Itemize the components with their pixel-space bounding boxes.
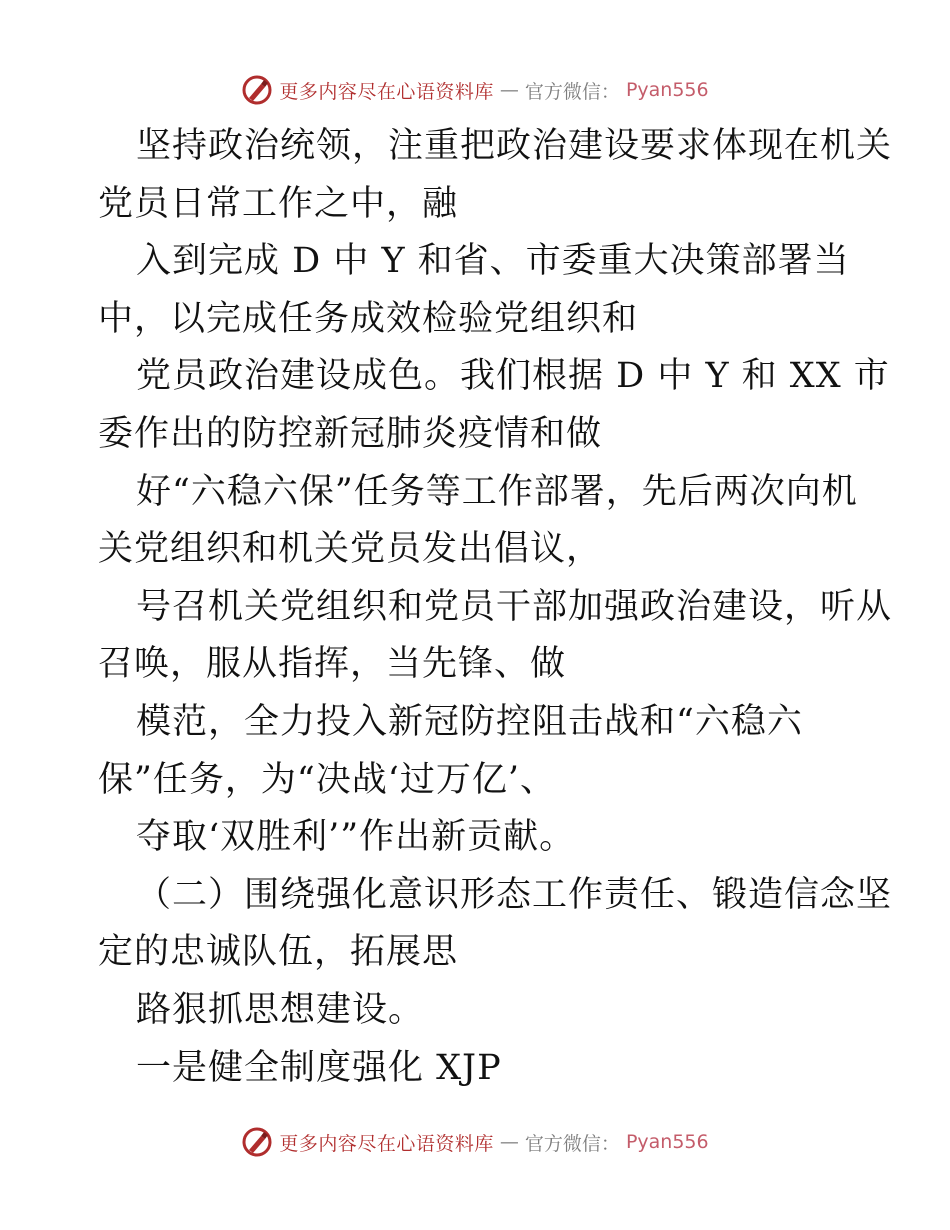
body-line: 党员日常工作之中，融 bbox=[98, 183, 459, 224]
footer-watermark bbox=[0, 1122, 950, 1162]
body-line: 好“六稳六保”任务等工作部署，先后两次向机 bbox=[136, 471, 858, 512]
watermark-wechat-id: Pyan556 bbox=[625, 1131, 709, 1153]
body-line: 保”任务，为“决战‘过万亿’、 bbox=[98, 759, 557, 800]
body-line: 关党组织和机关党员发出倡议， bbox=[98, 529, 603, 570]
body-line: 一是健全制度强化 XJP bbox=[136, 1047, 502, 1088]
section-heading-line: （二）围绕强化意识形态工作责任、锻造信念坚 bbox=[136, 874, 893, 915]
watermark-separator: — bbox=[499, 1131, 519, 1153]
body-line: 委作出的防控新冠肺炎疫情和做 bbox=[98, 413, 603, 454]
watermark-wechat-id: Pyan556 bbox=[625, 79, 709, 101]
header-watermark bbox=[0, 70, 950, 110]
body-line: 路狠抓思想建设。 bbox=[136, 989, 425, 1030]
body-line: 中，以完成任务成效检验党组织和 bbox=[98, 298, 639, 339]
watermark-title: 更多内容尽在心语资料库 bbox=[279, 80, 494, 103]
body-line: 坚持政治统领，注重把政治建设要求体现在机关 bbox=[136, 126, 893, 166]
body-line: 号召机关党组织和党员干部加强政治建设，听从 bbox=[136, 586, 893, 627]
body-line: 召唤，服从指挥，当先锋、做 bbox=[98, 644, 567, 685]
body-line: 党员政治建设成色。我们根据 D 中 Y 和 XX 市 bbox=[136, 356, 890, 397]
document-body bbox=[98, 118, 893, 1097]
watermark-separator: — bbox=[499, 79, 519, 101]
watermark-wechat-label: 官方微信： bbox=[524, 1132, 620, 1155]
watermark-title: 更多内容尽在心语资料库 bbox=[279, 1132, 494, 1155]
pen-logo-icon bbox=[241, 74, 273, 106]
body-line: 模范，全力投入新冠防控阻击战和“六稳六 bbox=[136, 701, 803, 742]
body-line: 入到完成 D 中 Y 和省、市委重大决策部署当 bbox=[136, 241, 850, 282]
body-line: 定的忠诚队伍，拓展思 bbox=[98, 932, 459, 973]
pen-logo-icon bbox=[241, 1126, 273, 1158]
body-line: 夺取‘双胜利’”作出新贡献。 bbox=[136, 817, 576, 858]
watermark-wechat-label: 官方微信： bbox=[524, 80, 620, 103]
